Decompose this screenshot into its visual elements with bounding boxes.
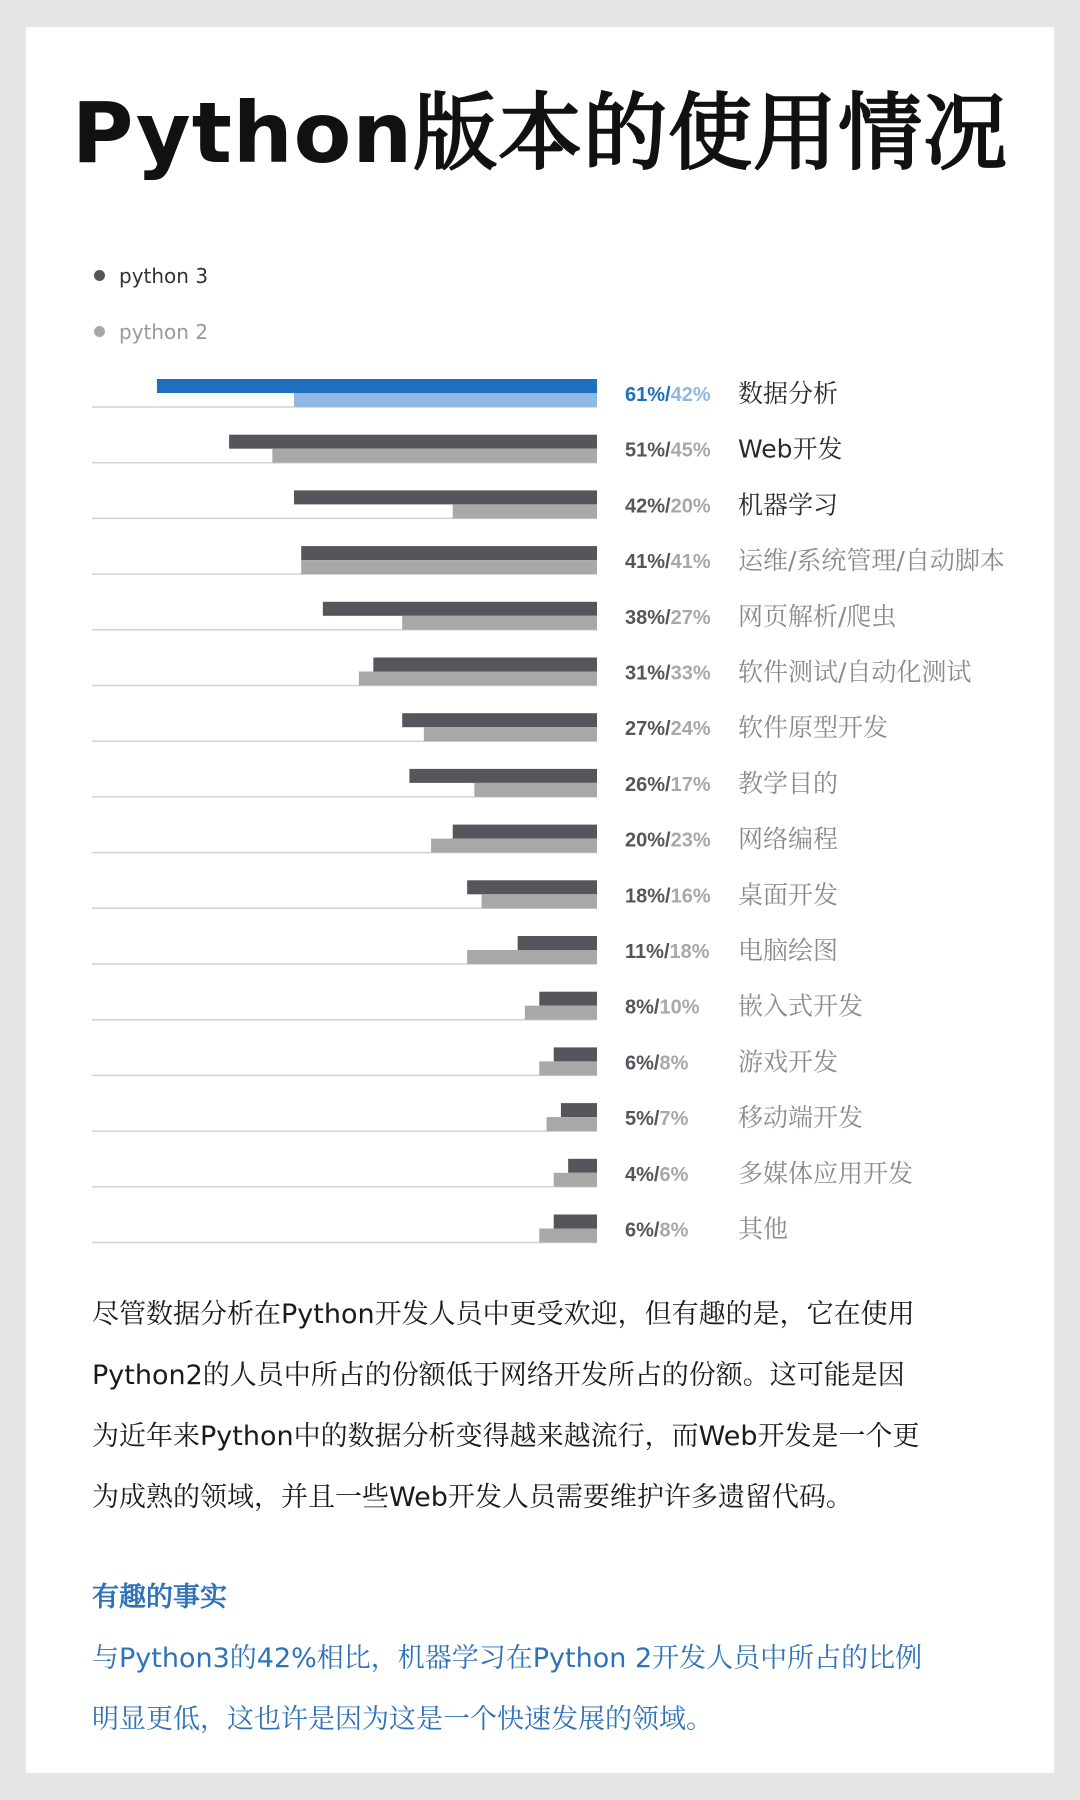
category-label: 网页解析/爬虫 [738, 601, 897, 631]
paragraph-line: 尽管数据分析在Python开发人员中更受欢迎，但有趣的是，它在使用 [92, 1299, 915, 1330]
value-label-python2: 10% [659, 996, 700, 1019]
bar-python2 [539, 1229, 597, 1243]
value-label-python3: 11% [625, 941, 664, 963]
value-label [625, 1164, 689, 1186]
paragraph-line: Python2的人员中所占的份额低于网络开发所占的份额。这可能是因 [92, 1360, 905, 1391]
value-label-python3: 51% [625, 439, 666, 462]
value-label-python2: 45% [670, 439, 711, 462]
value-label [625, 384, 711, 406]
value-label-separator: / [665, 384, 671, 406]
value-label-python3: 61% [625, 384, 666, 406]
value-label-python2: 42% [670, 384, 711, 406]
bar-python3 [157, 379, 597, 393]
value-label-python2: 8% [659, 1219, 689, 1242]
bar-python2 [294, 393, 597, 407]
bar-python3 [561, 1103, 597, 1117]
value-label-python3: 8% [625, 996, 654, 1019]
bar-python2 [453, 504, 597, 518]
value-label-python2: 6% [659, 1163, 689, 1186]
legend-label-python2: python 2 [119, 320, 209, 344]
bar-python3 [568, 1159, 597, 1173]
value-label-python3: 38% [625, 606, 666, 629]
value-label-python3: 6% [625, 1219, 654, 1242]
bar-python2 [525, 1006, 597, 1020]
value-label-python3: 5% [625, 1108, 654, 1131]
description-paragraph [92, 1284, 1012, 1528]
category-label: 机器学习 [738, 490, 839, 520]
value-label-python2: 16% [670, 885, 711, 908]
category-label: 电脑绘图 [738, 936, 839, 965]
value-label-separator: / [653, 1163, 660, 1186]
fun-fact-line: 明显更低，这也许是因为这是一个快速发展的领域。 [92, 1704, 713, 1735]
value-label [625, 607, 711, 629]
value-label-python2: 18% [669, 941, 710, 963]
value-label-python3: 4% [625, 1163, 654, 1186]
value-label [625, 551, 711, 573]
value-label-python3: 26% [625, 773, 666, 796]
fun-fact-line: 与Python3的42%相比，机器学习在Python 2开发人员中所占的比例 [92, 1643, 923, 1674]
bar-python3 [554, 1047, 597, 1061]
value-label-python3: 27% [625, 718, 666, 741]
value-label-python3: 18% [625, 885, 666, 908]
value-label [625, 997, 700, 1019]
bar-python2 [402, 616, 597, 630]
category-label: Web开发 [738, 434, 843, 464]
category-label: 桌面开发 [738, 880, 839, 910]
bar-python3 [518, 936, 597, 950]
value-label-python2: 23% [670, 829, 711, 852]
fun-fact-title: 有趣的事实 [92, 1582, 227, 1613]
value-label-separator: / [665, 718, 671, 741]
category-label: 多媒体应用开发 [738, 1158, 914, 1188]
bar-python2 [359, 672, 597, 686]
value-label [625, 774, 711, 796]
value-label-separator: / [663, 941, 670, 963]
bar-python2 [301, 560, 597, 574]
bar-python2 [554, 1173, 597, 1187]
value-label-python2: 27% [670, 606, 711, 629]
category-label: 运维/系统管理/自动脚本 [738, 546, 1005, 576]
value-label-python3: 42% [625, 495, 666, 518]
value-label-python3: 31% [625, 662, 666, 685]
bar-python3 [373, 658, 597, 672]
category-label: 软件原型开发 [738, 713, 889, 743]
value-label-separator: / [665, 773, 671, 796]
bar-python3 [402, 713, 597, 727]
value-label-separator: / [665, 662, 671, 685]
value-label-python2: 17% [670, 773, 711, 796]
value-label-separator: / [653, 996, 660, 1019]
category-label: 数据分析 [738, 379, 839, 408]
value-label-separator: / [665, 495, 671, 518]
value-label-separator: / [653, 1219, 660, 1242]
value-label [625, 718, 711, 740]
value-label-separator: / [653, 1052, 660, 1075]
category-label: 嵌入式开发 [738, 991, 864, 1021]
value-label-python3: 41% [625, 551, 666, 574]
bar-python2 [424, 727, 597, 741]
value-label-python2: 20% [670, 495, 711, 518]
bar-python2 [272, 449, 597, 463]
bar-python3 [301, 546, 597, 560]
bar-python2 [539, 1061, 597, 1075]
bar-python3 [409, 769, 597, 783]
value-label-python3: 20% [625, 829, 666, 852]
value-label-python2: 8% [659, 1052, 689, 1075]
bar-python2 [467, 950, 597, 964]
value-label [625, 1220, 689, 1242]
value-label-separator: / [665, 551, 671, 574]
value-label-separator: / [665, 439, 671, 462]
bar-python2 [474, 783, 597, 797]
bar-python3 [229, 435, 597, 449]
value-label [625, 663, 711, 685]
bar-python3 [539, 992, 597, 1006]
value-label [625, 1108, 689, 1130]
category-label: 网络编程 [738, 824, 839, 854]
bar-python3 [554, 1215, 597, 1229]
bar-python2 [431, 839, 597, 853]
value-label-python2: 24% [670, 718, 711, 741]
value-label-python2: 33% [670, 662, 711, 685]
category-label: 教学目的 [738, 768, 839, 798]
legend-label-python3: python 3 [119, 264, 209, 288]
value-label-python2: 41% [670, 551, 711, 574]
paragraph-line: 为近年来Python中的数据分析变得越来越流行，而Web开发是一个更 [92, 1421, 920, 1452]
value-label-separator: / [665, 606, 671, 629]
value-label-separator: / [653, 1108, 660, 1131]
fun-fact-body [92, 1628, 1012, 1750]
category-label: 其他 [738, 1214, 789, 1244]
bar-python2 [482, 894, 597, 908]
value-label [625, 941, 710, 963]
value-label [625, 885, 711, 907]
value-label [625, 830, 711, 852]
bar-python3 [467, 880, 597, 894]
paragraph-line: 为成熟的领域，并且一些Web开发人员需要维护许多遗留代码。 [92, 1482, 853, 1513]
value-label [625, 440, 711, 462]
value-label [625, 495, 711, 517]
value-label-python2: 7% [659, 1108, 689, 1131]
value-label-separator: / [665, 885, 671, 908]
category-label: 软件测试/自动化测试 [738, 657, 972, 687]
category-label: 游戏开发 [738, 1047, 839, 1077]
bar-python3 [453, 825, 597, 839]
page-title: Python版本的使用情况 [71, 84, 1009, 182]
bar-python3 [323, 602, 597, 616]
bar-python3 [294, 490, 597, 504]
bar-python2 [547, 1117, 598, 1131]
value-label [625, 1052, 689, 1074]
value-label-separator: / [665, 829, 671, 852]
category-label: 移动端开发 [738, 1103, 864, 1133]
value-label-python3: 6% [625, 1052, 654, 1075]
